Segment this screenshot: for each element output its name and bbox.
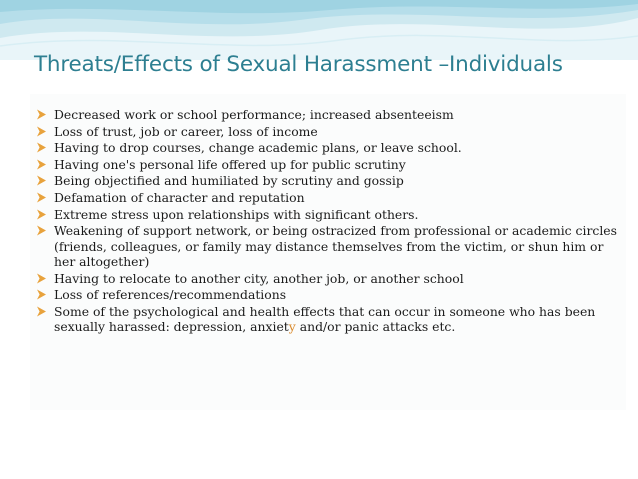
list-item: [36, 107, 626, 122]
list-item-text: Loss of references/recommendations: [54, 287, 287, 303]
wave-header-decoration: [0, 0, 638, 60]
list-item: [36, 207, 626, 222]
list-item-text: Being objectified and humiliated by scrutiny and gossip: [54, 173, 404, 189]
arrow-bullet-icon: [36, 273, 47, 284]
list-item: [36, 124, 626, 139]
list-item: [36, 140, 626, 155]
list-item-text: Having to relocate to another city, another job, or another school: [54, 270, 464, 286]
bullet-list: [36, 107, 626, 336]
arrow-bullet-icon: [36, 159, 47, 170]
arrow-bullet-icon: [36, 126, 47, 137]
list-item: [36, 287, 626, 302]
arrow-bullet-icon: [36, 142, 47, 153]
arrow-bullet-icon: [36, 289, 47, 300]
list-item-text-part: and/or panic attacks etc.: [295, 319, 456, 335]
list-item: [36, 173, 626, 188]
list-item: [36, 271, 626, 286]
list-item: [36, 304, 626, 335]
arrow-bullet-icon: [36, 306, 47, 317]
list-item-text: Having one's personal life offered up for public scrutiny: [54, 156, 406, 172]
list-item-text: [54, 304, 595, 334]
slide-title: Threats/Effects of Sexual Harassment –Individuals: [34, 52, 563, 77]
arrow-bullet-icon: [36, 225, 47, 236]
list-item-text: Having to drop courses, change academic plans, or leave school.: [54, 140, 462, 156]
list-item-text: Decreased work or school performance; increased absenteeism: [54, 107, 454, 122]
list-item: [36, 223, 626, 269]
list-item: [36, 190, 626, 205]
list-item-text: Weakening of support network, or being ostracized from professional or academic circles (friends, colleagues, or family may distance themselves from the victim, or shun him or her altogether): [54, 223, 617, 269]
highlighted-letter: y: [288, 319, 296, 335]
arrow-bullet-icon: [36, 209, 47, 220]
list-item-text: Defamation of character and reputation: [54, 189, 305, 205]
arrow-bullet-icon: [36, 175, 47, 186]
arrow-bullet-icon: [36, 109, 47, 120]
list-item: [36, 157, 626, 172]
list-item-text: Loss of trust, job or career, loss of income: [54, 123, 318, 139]
list-item-text: Extreme stress upon relationships with significant others.: [54, 206, 419, 222]
list-item-text-part: Some of the psychological and health effects that can occur in someone who has been sexually harassed: depression, anxiet: [54, 303, 596, 335]
arrow-bullet-icon: [36, 192, 47, 203]
